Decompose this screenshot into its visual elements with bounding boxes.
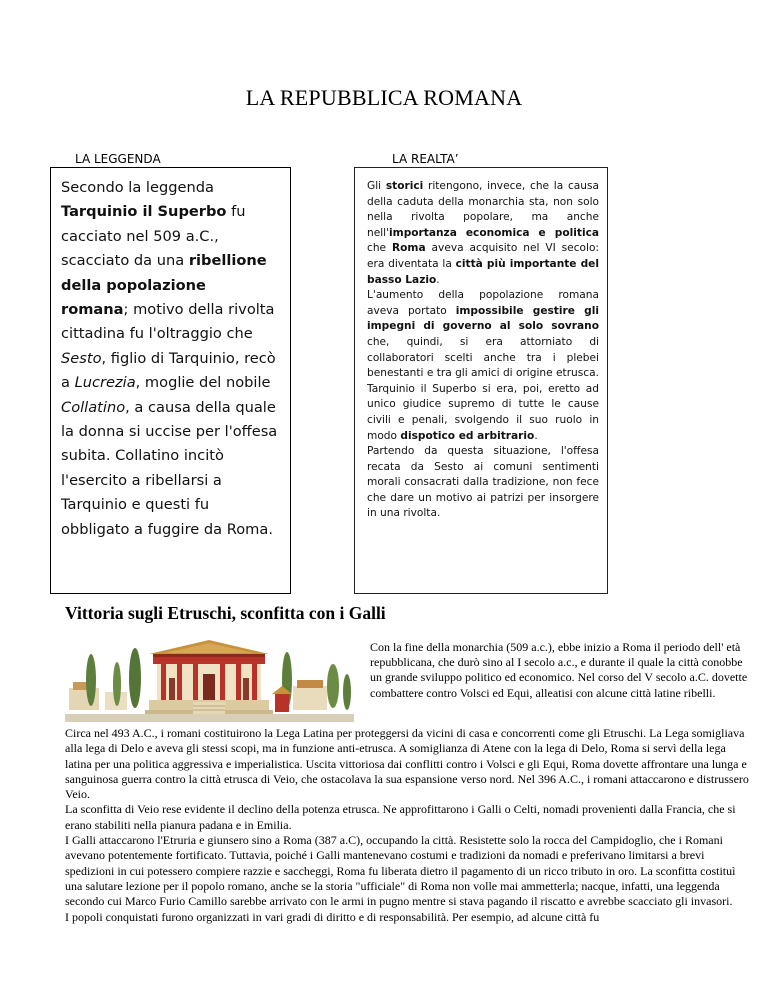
realta-paragraph: Partendo da questa situazione, l'offesa recata da Sesto ai comuni sentimenti morali consacrati dalla tradizione, non fece che dare un motivo ai patrizi per insorgere in una rivolta. <box>367 445 599 520</box>
body-paragraph: Circa nel 493 A.C., i romani costituirono la Lega Latina per proteggersi da vicini di casa e concorrenti come gli Etruschi. La Lega somigliava alla lega di Delo e aveva gli stessi scopi, ma in funzione anti-etrusca. A somiglianza di Atene con la lega di Delo, Roma si servì della lega latina per una politica aggressiva e imperialistica. Uscita vittoriosa dai conflitti contro i Volsci e gli Equi, Roma dovette affrontare una lunga e sanguinosa guerra contro la città etrusca di Veio, che ostacolava la sua espansione verso nord. Nel 396 A.C., i romani attaccarono e distrussero Veio. <box>65 726 749 802</box>
section-title: Vittoria sugli Etruschi, sconfitta con i Galli <box>65 603 386 623</box>
realta-box <box>354 167 608 594</box>
body-text <box>65 726 749 925</box>
label-leggenda: LA LEGGENDA <box>75 152 161 166</box>
body-paragraph: I Galli attaccarono l'Etruria e giunsero sino a Roma (387 a.C), occupando la città. Resistette solo la rocca del Campidoglio, che i Romani avevano potentemente fortificato. Tuttavia, poiché i Galli mantenevano costumi e tradizioni da nomadi e preferivano limitarsi a brevi spedizioni in cui potessero compiere razzie e saccheggi, Roma fu liberata dietro il pagamento di un ricco tributo in oro. La sconfitta costituì una salutare lezione per il popolo romano, anche se la storia "ufficiale" di Roma non volle mai ammetterla; nacque, infatti, una leggenda secondo cui Marco Furio Camillo sarebbe arrivato con le armi in pugno mentre si stava pagando il riscatto e avrebbe scacciato gli invasori. <box>65 833 736 909</box>
realta-text <box>355 168 607 522</box>
body-paragraph: La sconfitta di Veio rese evidente il declino della potenza etrusca. Ne approfittarono i Galli o Celti, nomadi provenienti dalla Francia, che si erano stabiliti nella pianura padana e in Emilia. <box>65 802 736 832</box>
temple-illustration <box>65 640 354 722</box>
leggenda-text: Secondo la leggenda Tarquinio il Superbo fu cacciato nel 509 a.C., scacciato da una ribellione della popolazione romana; motivo della rivolta cittadina fu l'oltraggio che Sesto, figlio di Tarquinio, recò a Lucrezia, moglie del nobile Collatino, a causa della quale la donna si uccise per l'offesa subita. Collatino incitò l'esercito a ribellarsi a Tarquinio e questi fu obbligato a fuggire da Roma. <box>61 179 278 538</box>
leggenda-box <box>50 167 291 594</box>
body-paragraph: I popoli conquistati furono organizzati in vari gradi di diritto e di responsabilità. Per esempio, ad alcune città fu <box>65 909 600 924</box>
label-realta: LA REALTA’ <box>392 152 459 166</box>
realta-paragraph: Tarquinio il Superbo si era, poi, eretto ad unico giudice supremo di tutte le cause civili e penali, svolgendo il suo ruolo in modo dispotico ed arbitrario. <box>367 382 599 442</box>
intro-paragraph: Con la fine della monarchia (509 a.c.), ebbe inizio a Roma il periodo dell' età repubblicana, che durò sino al I secolo a.c., e durante il quale la città conobbe un grande sviluppo politico ed economico. Nel corso del V secolo a.C. dovette combattere contro Volsci ed Equi, alleatisi con alcune città latine ribelli. <box>370 640 748 700</box>
realta-paragraph: Gli storici ritengono, invece, che la causa della caduta della monarchia sta, non solo nella rivolta popolare, ma anche nell'importanza economica e politica che Roma aveva acquisito nel VI secolo: era diventata la città più importante del basso Lazio. <box>367 180 599 286</box>
page-title: LA REPUBBLICA ROMANA <box>245 85 523 110</box>
realta-paragraph: L'aumento della popolazione romana aveva portato impossibile gestire gli impegni di governo al solo sovrano che, quindi, si era attorniato di collaboratori scelti anche tra i plebei benestanti e tra gli amici di origine etrusca. <box>367 289 599 380</box>
